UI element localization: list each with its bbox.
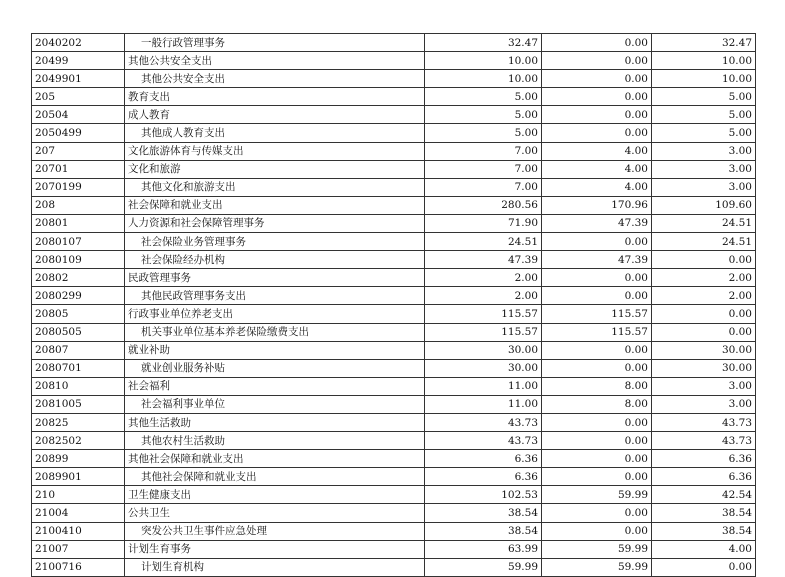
subject-name-cell: 其他公共安全支出 [125,52,425,70]
subject-name-cell: 行政事业单位养老支出 [125,305,425,323]
table-row [32,432,756,450]
subject-code-cell: 20801 [32,214,125,232]
total-amount-cell: 11.00 [425,395,542,413]
table-row [32,522,756,540]
basic-expenditure-cell: 0.00 [542,359,652,377]
subject-name-cell: 计划生育机构 [125,558,425,576]
total-amount-cell: 59.99 [425,558,542,576]
table-row [32,70,756,88]
subject-name-cell: 社会福利事业单位 [125,395,425,413]
project-expenditure-cell: 10.00 [652,70,756,88]
subject-name-cell: 其他公共安全支出 [125,70,425,88]
basic-expenditure-cell: 8.00 [542,395,652,413]
project-expenditure-cell: 3.00 [652,377,756,395]
table-row [32,359,756,377]
total-amount-cell: 47.39 [425,251,542,269]
table-row [32,450,756,468]
total-amount-cell: 2.00 [425,287,542,305]
project-expenditure-cell: 3.00 [652,178,756,196]
table-row [32,323,756,341]
project-expenditure-cell: 3.00 [652,395,756,413]
table-row [32,106,756,124]
project-expenditure-cell: 30.00 [652,359,756,377]
subject-code-cell: 20504 [32,106,125,124]
project-expenditure-cell: 38.54 [652,522,756,540]
subject-code-cell: 207 [32,142,125,160]
total-amount-cell: 32.47 [425,34,542,52]
table-row [32,214,756,232]
subject-name-cell: 就业补助 [125,341,425,359]
total-amount-cell: 10.00 [425,70,542,88]
basic-expenditure-cell: 0.00 [542,88,652,106]
project-expenditure-cell: 0.00 [652,323,756,341]
project-expenditure-cell: 4.00 [652,540,756,558]
subject-code-cell: 2100410 [32,522,125,540]
total-amount-cell: 5.00 [425,124,542,142]
table-row [32,34,756,52]
table-row [32,178,756,196]
subject-name-cell: 其他民政管理事务支出 [125,287,425,305]
subject-code-cell: 20805 [32,305,125,323]
project-expenditure-cell: 10.00 [652,52,756,70]
subject-code-cell: 208 [32,196,125,214]
table-row [32,160,756,178]
subject-code-cell: 2040202 [32,34,125,52]
subject-name-cell: 社会福利 [125,377,425,395]
total-amount-cell: 5.00 [425,88,542,106]
basic-expenditure-cell: 0.00 [542,106,652,124]
subject-name-cell: 文化旅游体育与传媒支出 [125,142,425,160]
subject-code-cell: 20899 [32,450,125,468]
basic-expenditure-cell: 59.99 [542,486,652,504]
total-amount-cell: 43.73 [425,432,542,450]
project-expenditure-cell: 0.00 [652,305,756,323]
subject-code-cell: 20701 [32,160,125,178]
subject-name-cell: 社会保险业务管理事务 [125,233,425,251]
total-amount-cell: 5.00 [425,106,542,124]
basic-expenditure-cell: 0.00 [542,432,652,450]
subject-name-cell: 民政管理事务 [125,269,425,287]
basic-expenditure-cell: 0.00 [542,233,652,251]
table-row [32,305,756,323]
basic-expenditure-cell: 4.00 [542,160,652,178]
table-row [32,377,756,395]
project-expenditure-cell: 24.51 [652,233,756,251]
project-expenditure-cell: 2.00 [652,269,756,287]
basic-expenditure-cell: 0.00 [542,34,652,52]
table-row [32,251,756,269]
subject-code-cell: 20499 [32,52,125,70]
subject-name-cell: 人力资源和社会保障管理事务 [125,214,425,232]
project-expenditure-cell: 38.54 [652,504,756,522]
table-row [32,269,756,287]
project-expenditure-cell: 2.00 [652,287,756,305]
table-row [32,124,756,142]
subject-code-cell: 2100716 [32,558,125,576]
basic-expenditure-cell: 47.39 [542,251,652,269]
subject-code-cell: 2082502 [32,432,125,450]
subject-code-cell: 2080109 [32,251,125,269]
project-expenditure-cell: 6.36 [652,468,756,486]
subject-code-cell: 21007 [32,540,125,558]
table-row [32,341,756,359]
project-expenditure-cell: 3.00 [652,142,756,160]
budget-table-body [32,34,756,577]
table-row [32,142,756,160]
project-expenditure-cell: 5.00 [652,88,756,106]
basic-expenditure-cell: 0.00 [542,70,652,88]
project-expenditure-cell: 0.00 [652,558,756,576]
subject-code-cell: 20825 [32,413,125,431]
subject-name-cell: 机关事业单位基本养老保险缴费支出 [125,323,425,341]
total-amount-cell: 280.56 [425,196,542,214]
project-expenditure-cell: 32.47 [652,34,756,52]
table-row [32,413,756,431]
table-row [32,395,756,413]
project-expenditure-cell: 24.51 [652,214,756,232]
subject-code-cell: 2050499 [32,124,125,142]
project-expenditure-cell: 6.36 [652,450,756,468]
subject-name-cell: 其他农村生活救助 [125,432,425,450]
subject-code-cell: 2080701 [32,359,125,377]
project-expenditure-cell: 3.00 [652,160,756,178]
subject-code-cell: 2080107 [32,233,125,251]
subject-name-cell: 其他社会保障和就业支出 [125,468,425,486]
basic-expenditure-cell: 8.00 [542,377,652,395]
total-amount-cell: 7.00 [425,178,542,196]
project-expenditure-cell: 30.00 [652,341,756,359]
subject-code-cell: 20810 [32,377,125,395]
subject-code-cell: 2049901 [32,70,125,88]
total-amount-cell: 11.00 [425,377,542,395]
total-amount-cell: 102.53 [425,486,542,504]
table-row [32,540,756,558]
total-amount-cell: 63.99 [425,540,542,558]
basic-expenditure-cell: 59.99 [542,558,652,576]
basic-expenditure-cell: 0.00 [542,269,652,287]
table-row [32,196,756,214]
subject-name-cell: 卫生健康支出 [125,486,425,504]
total-amount-cell: 38.54 [425,504,542,522]
project-expenditure-cell: 43.73 [652,413,756,431]
basic-expenditure-cell: 0.00 [542,287,652,305]
subject-name-cell: 一般行政管理事务 [125,34,425,52]
project-expenditure-cell: 109.60 [652,196,756,214]
total-amount-cell: 2.00 [425,269,542,287]
subject-name-cell: 成人教育 [125,106,425,124]
total-amount-cell: 115.57 [425,323,542,341]
subject-name-cell: 文化和旅游 [125,160,425,178]
project-expenditure-cell: 43.73 [652,432,756,450]
subject-name-cell: 突发公共卫生事件应急处理 [125,522,425,540]
basic-expenditure-cell: 0.00 [542,450,652,468]
project-expenditure-cell: 5.00 [652,124,756,142]
project-expenditure-cell: 42.54 [652,486,756,504]
total-amount-cell: 6.36 [425,450,542,468]
subject-name-cell: 其他文化和旅游支出 [125,178,425,196]
subject-code-cell: 2080505 [32,323,125,341]
total-amount-cell: 71.90 [425,214,542,232]
total-amount-cell: 10.00 [425,52,542,70]
basic-expenditure-cell: 59.99 [542,540,652,558]
basic-expenditure-cell: 0.00 [542,124,652,142]
subject-name-cell: 就业创业服务补贴 [125,359,425,377]
basic-expenditure-cell: 115.57 [542,305,652,323]
subject-name-cell: 其他社会保障和就业支出 [125,450,425,468]
table-row [32,486,756,504]
table-row [32,88,756,106]
budget-table [31,33,756,577]
subject-code-cell: 2080299 [32,287,125,305]
basic-expenditure-cell: 0.00 [542,413,652,431]
subject-code-cell: 205 [32,88,125,106]
subject-code-cell: 20802 [32,269,125,287]
subject-code-cell: 2070199 [32,178,125,196]
total-amount-cell: 30.00 [425,359,542,377]
basic-expenditure-cell: 0.00 [542,52,652,70]
table-row [32,504,756,522]
table-row [32,468,756,486]
total-amount-cell: 24.51 [425,233,542,251]
project-expenditure-cell: 0.00 [652,251,756,269]
basic-expenditure-cell: 0.00 [542,468,652,486]
total-amount-cell: 30.00 [425,341,542,359]
subject-name-cell: 其他生活救助 [125,413,425,431]
table-row [32,558,756,576]
basic-expenditure-cell: 47.39 [542,214,652,232]
subject-code-cell: 2081005 [32,395,125,413]
total-amount-cell: 38.54 [425,522,542,540]
project-expenditure-cell: 5.00 [652,106,756,124]
total-amount-cell: 115.57 [425,305,542,323]
subject-name-cell: 计划生育事务 [125,540,425,558]
subject-code-cell: 2089901 [32,468,125,486]
basic-expenditure-cell: 115.57 [542,323,652,341]
subject-code-cell: 210 [32,486,125,504]
subject-name-cell: 社会保障和就业支出 [125,196,425,214]
total-amount-cell: 43.73 [425,413,542,431]
basic-expenditure-cell: 0.00 [542,522,652,540]
basic-expenditure-cell: 4.00 [542,142,652,160]
table-row [32,52,756,70]
total-amount-cell: 6.36 [425,468,542,486]
subject-name-cell: 公共卫生 [125,504,425,522]
basic-expenditure-cell: 4.00 [542,178,652,196]
subject-code-cell: 21004 [32,504,125,522]
table-row [32,233,756,251]
total-amount-cell: 7.00 [425,142,542,160]
basic-expenditure-cell: 170.96 [542,196,652,214]
subject-name-cell: 其他成人教育支出 [125,124,425,142]
basic-expenditure-cell: 0.00 [542,504,652,522]
basic-expenditure-cell: 0.00 [542,341,652,359]
total-amount-cell: 7.00 [425,160,542,178]
subject-name-cell: 社会保险经办机构 [125,251,425,269]
table-row [32,287,756,305]
subject-name-cell: 教育支出 [125,88,425,106]
subject-code-cell: 20807 [32,341,125,359]
